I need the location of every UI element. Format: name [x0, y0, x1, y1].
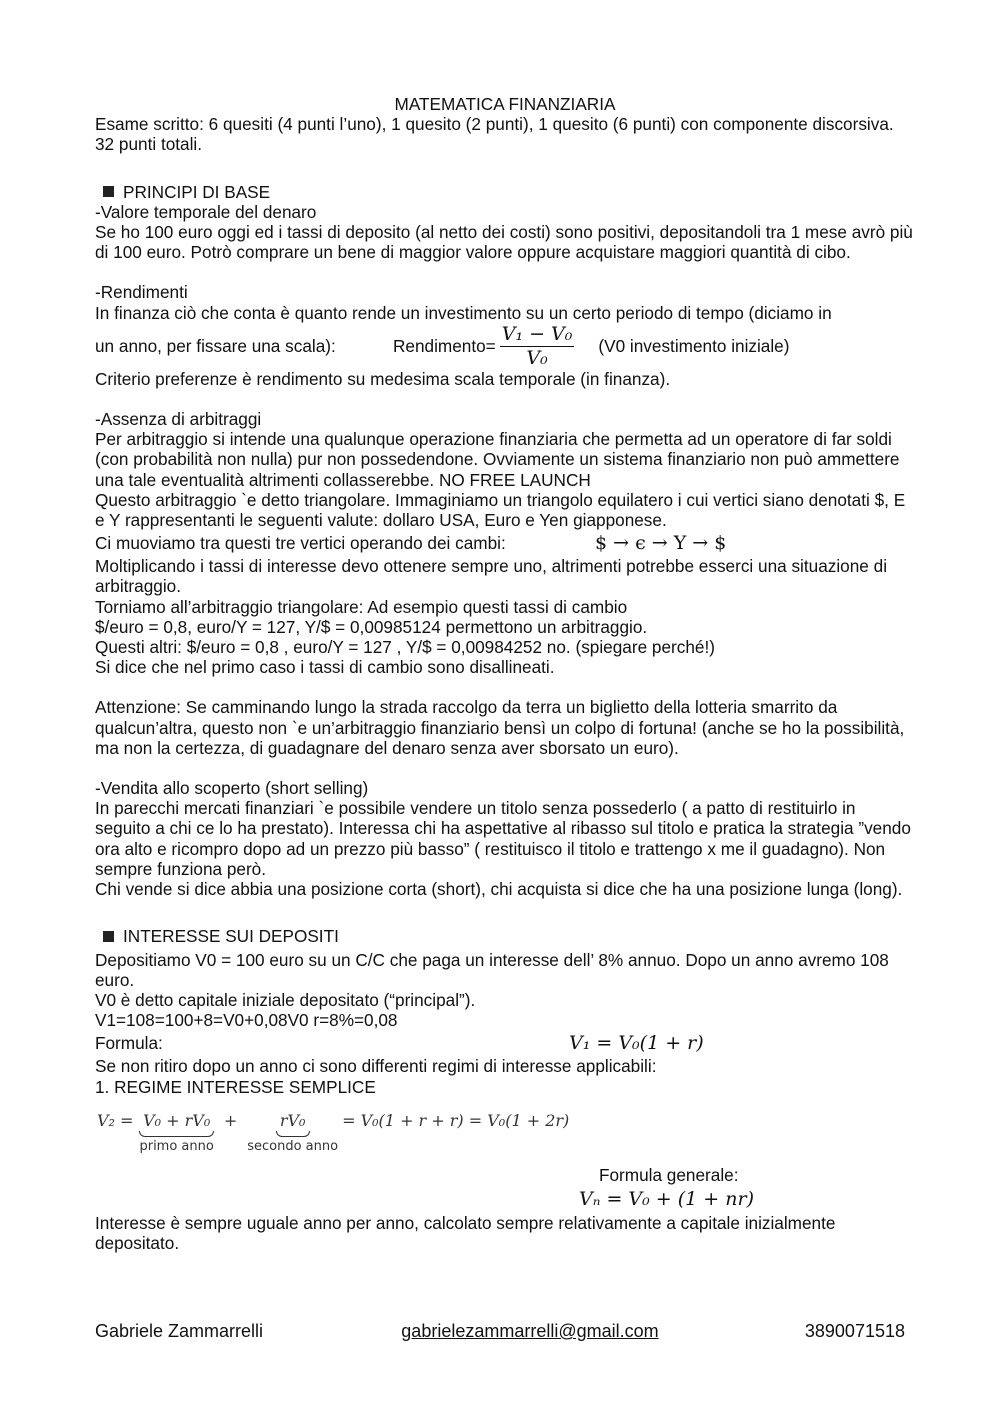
- subheading-arbitraggi: -Assenza di arbitraggi: [95, 409, 262, 430]
- paragraph-regimi: Se non ritiro dopo un anno ci sono differenti regimi di interesse applicabili:: [95, 1056, 657, 1077]
- line-tassi-1: $/euro = 0,8, euro/Y = 127, Y/$ = 0,00985124 permettono un arbitraggio.: [95, 616, 648, 637]
- rendimento-fraction: $\frac{\text{V₁ − V₀}}{\text{V₀}}$: [501, 322, 573, 369]
- formula-line: Formula: V₁ = V₀(1 + r): [95, 1032, 704, 1055]
- bullet-square-icon: [103, 931, 114, 942]
- document-body: [95, 94, 915, 1253]
- paragraph-arbitraggio: Per arbitraggio si intende una qualunque operazione finanziaria che permetta ad un operatore di far soldi (con probabilità non nulla) pur non possedendone. Ovviamente un sistema finanziario non può ammettere una tale eventualità altrimenti collasserebbe. NO FREE LAUNCH: [95, 429, 900, 490]
- paragraph-interesse-uguale: Interesse è sempre uguale anno per anno, calcolato sempre relativamente a capitale inizialmente depositato.: [95, 1212, 836, 1254]
- cambi-formula: $ → ϵ → Y → $: [595, 532, 727, 555]
- label-formula-generale: Formula generale:: [599, 1164, 739, 1185]
- subheading-short-selling: -Vendita allo scoperto (short selling): [95, 778, 369, 799]
- formula-generale: Vₙ = V₀ + (1 + nr): [579, 1187, 754, 1210]
- paragraph-posizioni: Chi vende si dice abbia una posizione corta (short), chi acquista si dice che ha una posizione lunga (long).: [95, 879, 903, 900]
- email-link[interactable]: gabrielezammarrelli@gmail.com: [401, 1321, 659, 1341]
- paragraph-principal: V0 è detto capitale iniziale depositato (“principal”).: [95, 989, 476, 1010]
- footer: [95, 1321, 905, 1342]
- rendimento-formula-line: un anno, per fissare una scala): Rendimento= $\frac{\text{V₁ − V₀}}{\text{V₀}}$ (V0 investimento iniziale): [95, 322, 790, 369]
- section-heading-principi: PRINCIPI DI BASE: [95, 182, 915, 202]
- exam-info: Esame scritto: 6 quesiti (4 punti l’uno), 1 quesito (2 punti), 1 quesito (6 punti) con componente discorsiva. 32 punti totali.: [95, 114, 894, 155]
- paragraph-depositiamo: Depositiamo V0 = 100 euro su un C/C che paga un interesse dell’ 8% annuo. Dopo un anno avremo 108 euro.: [95, 949, 889, 990]
- brace-primo-anno: V₀ + rV₀ primo anno: [139, 1110, 214, 1154]
- section-heading-interesse: INTERESSE SUI DEPOSITI: [95, 926, 915, 946]
- subheading-rendimenti: -Rendimenti: [95, 282, 188, 303]
- line-disallineati: Si dice che nel primo caso i tassi di cambio sono disallineati.: [95, 657, 555, 678]
- paragraph-criterio: Criterio preferenze è rendimento su medesima scala temporale (in finanza).: [95, 368, 671, 389]
- equation-v2: V₂ = V₀ + rV₀ primo anno + rV₀ secondo anno = V₀(1 + r + r) = V₀(1 + 2r): [97, 1110, 570, 1154]
- line-torniamo: Torniamo all’arbitraggio triangolare: Ad esempio questi tassi di cambio: [95, 596, 628, 617]
- paragraph-moltiplicando: Moltiplicando i tassi di interesse devo ottenere sempre uno, altrimenti potrebbe esserci una situazione di arbitraggio.: [95, 556, 888, 597]
- paragraph-valore: Se ho 100 euro oggi ed i tassi di deposito (al netto dei costi) sono positivi, depositandoli tra 1 mese avrò più di 100 euro. Potrò comprare un bene di maggior valore oppure acquistare maggiori quantità di cibo.: [95, 222, 913, 263]
- subheading-valore: -Valore temporale del denaro: [95, 201, 317, 222]
- author-name: Gabriele Zammarrelli: [95, 1321, 264, 1341]
- cambi-line: Ci muoviamo tra questi tre vertici operando dei cambi: $ → ϵ → Y → $: [95, 532, 727, 555]
- paragraph-v1: V1=108=100+8=V0+0,08V0 r=8%=0,08: [95, 1010, 398, 1031]
- line-tassi-2: Questi altri: $/euro = 0,8 , euro/Y = 127 , Y/$ = 0,00984252 no. (spiegare perché!): [95, 637, 715, 658]
- paragraph-short-selling: In parecchi mercati finanziari `e possibile vendere un titolo senza possederlo ( a patto di restituirlo in seguito a chi ce lo ha prestato). Interessa chi ha aspettative al ribasso sul titolo e pratica la strategia ”vendo ora alto e ricompro dopo ad un prezzo più basso” ( restituisco il titolo e trattengo x me il guadagno). Non sempre funziona però.: [95, 798, 911, 879]
- phone-number: 3890071518: [804, 1321, 905, 1341]
- bullet-square-icon: [103, 186, 114, 197]
- heading-regime-semplice: 1. REGIME INTERESSE SEMPLICE: [95, 1076, 376, 1097]
- paragraph-rendimenti: In finanza ciò che conta è quanto rende un investimento su un certo periodo di tempo (diciamo in: [95, 302, 832, 323]
- paragraph-triangolare: Questo arbitraggio `e detto triangolare. Immaginiamo un triangolo equilatero i cui vertici siano denotati $, E e Y rappresentanti le seguenti valute: dollaro USA, Euro e Yen giapponese.: [95, 489, 906, 531]
- brace-secondo-anno: rV₀ secondo anno: [247, 1110, 339, 1154]
- formula-v1: V₁ = V₀(1 + r): [569, 1032, 704, 1055]
- document-title: MATEMATICA FINANZIARIA: [394, 94, 616, 114]
- paragraph-attenzione: Attenzione: Se camminando lungo la strada raccolgo da terra un biglietto della lotteria smarrito da qualcun’altra, questo non `e un’arbitraggio finanziario bensì un colpo di fortuna! (anche se ho la possibilità, ma non la certezza, di guadagnare del denaro senza aver sborsato un euro).: [95, 697, 905, 758]
